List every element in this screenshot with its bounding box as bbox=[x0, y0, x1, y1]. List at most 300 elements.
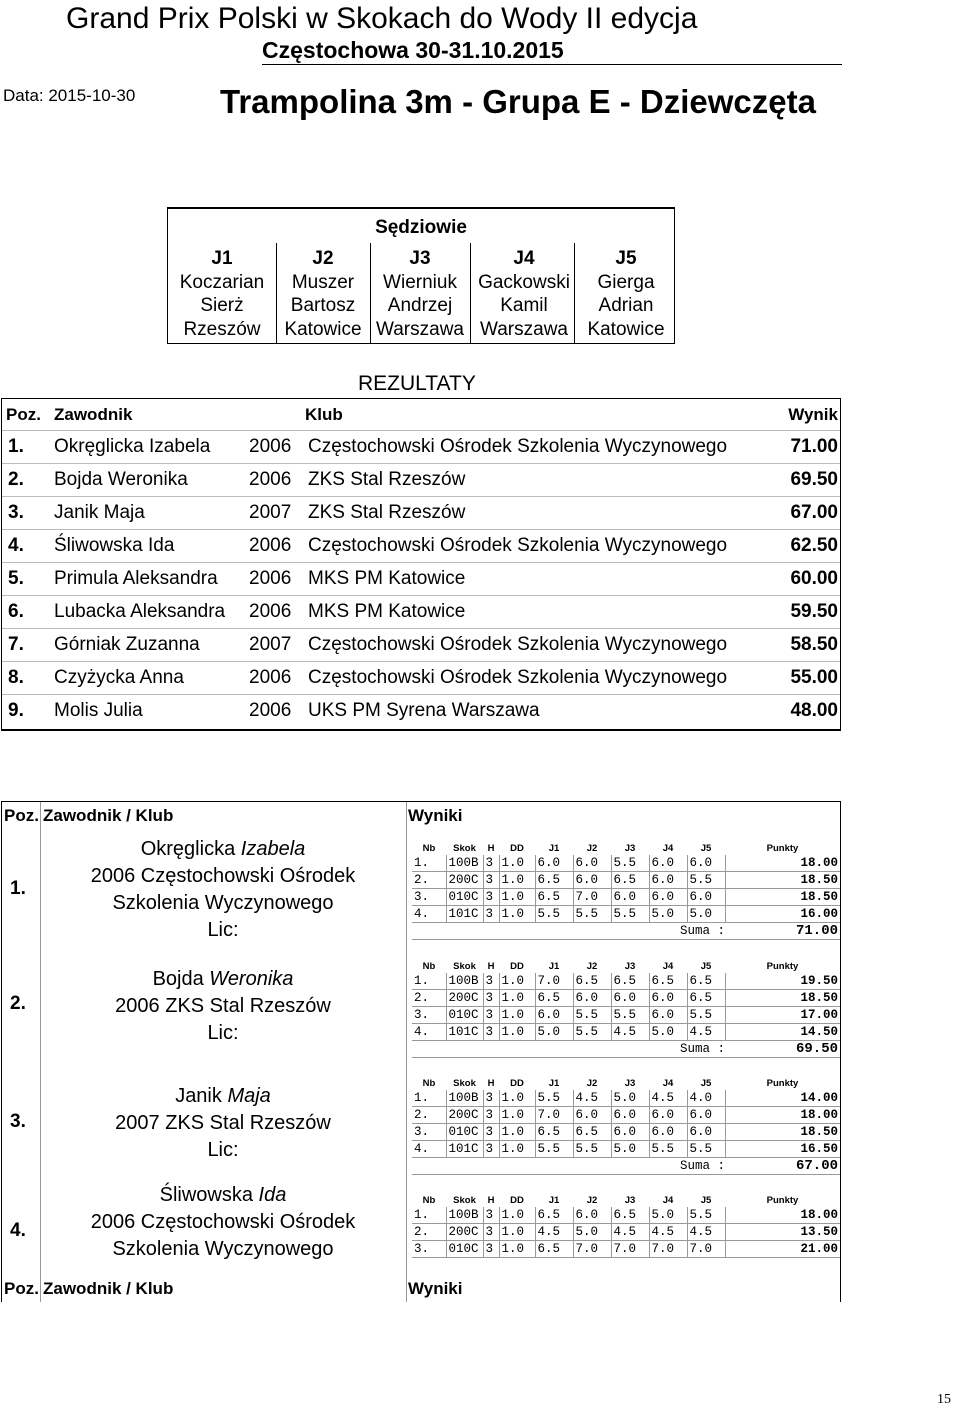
result-club: Częstochowski Ośrodek Szkolenia Wyczynowego bbox=[308, 535, 728, 556]
dive-nb: 1. bbox=[412, 855, 446, 872]
result-year: 2007 bbox=[249, 634, 292, 655]
dive-code: 200C bbox=[446, 1107, 483, 1124]
dive-j2: 6.5 bbox=[573, 1124, 611, 1141]
dive-j1: 5.5 bbox=[535, 1141, 573, 1158]
dive-row bbox=[412, 1107, 840, 1124]
dive-points: 18.00 bbox=[725, 1207, 840, 1224]
athlete-first-name: Ida bbox=[258, 1184, 287, 1206]
dive-row bbox=[412, 1224, 840, 1241]
dive-j5: 4.0 bbox=[687, 1090, 725, 1107]
detail-athlete bbox=[42, 1083, 404, 1164]
judge-last-name: Gierga bbox=[597, 271, 655, 293]
athlete-license: Lic: bbox=[207, 1139, 239, 1161]
sum-row bbox=[412, 1158, 840, 1175]
dive-dd: 1.0 bbox=[499, 1141, 535, 1158]
dive-j3: 4.5 bbox=[611, 1224, 649, 1241]
dive-j3: 6.5 bbox=[611, 973, 649, 990]
dive-nb: 4. bbox=[412, 1024, 446, 1041]
dive-row bbox=[412, 973, 840, 990]
dive-j1: 5.5 bbox=[535, 1090, 573, 1107]
score-col-header: J1 bbox=[548, 842, 560, 854]
results-title: REZULTATY bbox=[358, 372, 476, 395]
dive-points: 19.50 bbox=[725, 973, 840, 990]
date-label: Data: 2015-10-30 bbox=[3, 86, 136, 105]
sum-value: 69.50 bbox=[725, 1041, 840, 1058]
judge-last-name: Wierniuk bbox=[383, 271, 457, 293]
dive-height: 3 bbox=[483, 990, 499, 1007]
result-club: Częstochowski Ośrodek Szkolenia Wyczynowego bbox=[308, 667, 728, 688]
result-club: ZKS Stal Rzeszów bbox=[308, 502, 466, 523]
score-col-header: J5 bbox=[700, 1194, 712, 1206]
detail-header-athlete-club: Zawodnik / Klub bbox=[43, 806, 174, 825]
page-number: 15 bbox=[937, 1392, 951, 1407]
dive-j3: 4.5 bbox=[611, 1024, 649, 1041]
dive-row bbox=[412, 1241, 840, 1258]
judges-divider bbox=[574, 243, 575, 343]
dive-j2: 6.5 bbox=[573, 973, 611, 990]
detail-table bbox=[1, 801, 841, 1302]
athlete-last-name: Śliwowska bbox=[159, 1184, 253, 1206]
dive-points: 18.50 bbox=[725, 1124, 840, 1141]
dive-j1: 6.5 bbox=[535, 889, 573, 906]
location-dates: Częstochowa 30-31.10.2015 bbox=[262, 37, 564, 63]
dive-j5: 5.5 bbox=[687, 1207, 725, 1224]
judge-id: J5 bbox=[615, 248, 637, 269]
dive-j2: 6.0 bbox=[573, 990, 611, 1007]
score-col-header: H bbox=[487, 842, 495, 854]
column-divider bbox=[40, 802, 41, 1302]
dive-j1: 6.5 bbox=[535, 1241, 573, 1258]
detail-athlete bbox=[42, 966, 404, 1047]
header-club: Klub bbox=[305, 405, 343, 424]
detail-pos: 2. bbox=[10, 993, 26, 1014]
score-col-header: J1 bbox=[548, 960, 560, 972]
dive-height: 3 bbox=[483, 1241, 499, 1258]
dive-points: 18.00 bbox=[725, 855, 840, 872]
dive-j1: 5.5 bbox=[535, 906, 573, 923]
dive-row bbox=[412, 1207, 840, 1224]
result-name: Janik Maja bbox=[54, 502, 145, 523]
result-row bbox=[2, 463, 840, 497]
dive-dd: 1.0 bbox=[499, 1124, 535, 1141]
dive-j3: 5.5 bbox=[611, 906, 649, 923]
dive-dd: 1.0 bbox=[499, 1241, 535, 1258]
dive-nb: 3. bbox=[412, 1007, 446, 1024]
dive-j5: 4.5 bbox=[687, 1024, 725, 1041]
dive-dd: 1.0 bbox=[499, 990, 535, 1007]
dive-j3: 5.0 bbox=[611, 1090, 649, 1107]
dive-code: 100B bbox=[446, 1207, 483, 1224]
judges-divider bbox=[470, 243, 471, 343]
dive-nb: 1. bbox=[412, 1207, 446, 1224]
dive-j5: 7.0 bbox=[687, 1241, 725, 1258]
athlete-first-name: Izabela bbox=[240, 838, 306, 860]
dive-row bbox=[412, 1007, 840, 1024]
dive-j2: 6.0 bbox=[573, 872, 611, 889]
result-score: 59.50 bbox=[790, 601, 838, 622]
dive-j1: 4.5 bbox=[535, 1224, 573, 1241]
judge-last-name: Gackowski bbox=[478, 271, 570, 293]
result-pos: 7. bbox=[8, 634, 24, 655]
dive-j2: 5.5 bbox=[573, 1024, 611, 1041]
score-col-header: Nb bbox=[422, 1194, 436, 1206]
result-club: MKS PM Katowice bbox=[308, 568, 466, 589]
judge-4 bbox=[474, 247, 574, 341]
result-name: Molis Julia bbox=[54, 700, 143, 721]
dive-j5: 4.5 bbox=[687, 1224, 725, 1241]
judge-city: Katowice bbox=[284, 318, 362, 340]
dive-j5: 6.0 bbox=[687, 1124, 725, 1141]
result-row bbox=[2, 430, 840, 464]
dive-nb: 4. bbox=[412, 906, 446, 923]
dive-j5: 5.5 bbox=[687, 872, 725, 889]
detail-pos: 1. bbox=[10, 878, 26, 899]
score-col-header: Punkty bbox=[766, 1077, 799, 1089]
detail-pos: 3. bbox=[10, 1111, 26, 1132]
dive-j4: 5.0 bbox=[649, 1024, 687, 1041]
dive-points: 18.00 bbox=[725, 1107, 840, 1124]
dive-j2: 4.5 bbox=[573, 1090, 611, 1107]
dive-j4: 6.0 bbox=[649, 1007, 687, 1024]
sum-label: Suma : bbox=[412, 1041, 725, 1058]
dive-points: 16.50 bbox=[725, 1141, 840, 1158]
result-score: 67.00 bbox=[790, 502, 838, 523]
judges-title: Sędziowie bbox=[375, 217, 467, 238]
dive-height: 3 bbox=[483, 1124, 499, 1141]
dive-j3: 7.0 bbox=[611, 1241, 649, 1258]
dive-j5: 5.5 bbox=[687, 1141, 725, 1158]
result-year: 2006 bbox=[249, 469, 292, 490]
dive-nb: 3. bbox=[412, 1241, 446, 1258]
dive-height: 3 bbox=[483, 1024, 499, 1041]
dive-height: 3 bbox=[483, 1090, 499, 1107]
dive-j2: 5.5 bbox=[573, 1007, 611, 1024]
dive-row bbox=[412, 1141, 840, 1158]
result-year: 2006 bbox=[249, 568, 292, 589]
dive-points: 16.00 bbox=[725, 906, 840, 923]
result-pos: 6. bbox=[8, 601, 24, 622]
dive-points: 21.00 bbox=[725, 1241, 840, 1258]
athlete-license: Lic: bbox=[207, 919, 239, 941]
dive-j5: 5.0 bbox=[687, 906, 725, 923]
event-title: Grand Prix Polski w Skokach do Wody II edycja bbox=[66, 2, 698, 35]
detail-footer-pos: Poz. bbox=[4, 1279, 39, 1298]
result-name: Okręglicka Izabela bbox=[54, 436, 211, 457]
result-year: 2006 bbox=[249, 436, 292, 457]
result-score: 69.50 bbox=[790, 469, 838, 490]
judge-2 bbox=[273, 247, 373, 341]
dive-row bbox=[412, 1024, 840, 1041]
dive-j3: 6.0 bbox=[611, 990, 649, 1007]
dive-score-table bbox=[412, 959, 840, 1058]
judge-id: J3 bbox=[409, 248, 431, 269]
dive-j4: 5.5 bbox=[649, 1141, 687, 1158]
dive-nb: 3. bbox=[412, 889, 446, 906]
dive-j4: 5.0 bbox=[649, 906, 687, 923]
athlete-license: Lic: bbox=[207, 1022, 239, 1044]
judge-first-name: Kamil bbox=[500, 295, 548, 316]
score-col-header: Nb bbox=[422, 960, 436, 972]
result-pos: 5. bbox=[8, 568, 24, 589]
dive-row bbox=[412, 990, 840, 1007]
result-year: 2006 bbox=[249, 601, 292, 622]
dive-row bbox=[412, 1090, 840, 1107]
result-pos: 1. bbox=[8, 436, 24, 457]
dive-j4: 4.5 bbox=[649, 1224, 687, 1241]
dive-code: 200C bbox=[446, 872, 483, 889]
judge-first-name: Adrian bbox=[598, 295, 654, 316]
score-col-header: Punkty bbox=[766, 1194, 799, 1206]
judge-last-name: Muszer bbox=[291, 271, 355, 293]
dive-code: 100B bbox=[446, 855, 483, 872]
judge-5 bbox=[576, 247, 676, 341]
dive-j4: 4.5 bbox=[649, 1090, 687, 1107]
judge-id: J1 bbox=[211, 248, 233, 269]
score-col-header: J4 bbox=[662, 842, 674, 854]
detail-footer-athlete-club: Zawodnik / Klub bbox=[43, 1279, 174, 1298]
dive-j3: 6.0 bbox=[611, 889, 649, 906]
result-name: Czyżycka Anna bbox=[54, 667, 184, 688]
result-row bbox=[2, 661, 840, 695]
dive-dd: 1.0 bbox=[499, 1024, 535, 1041]
dive-code: 200C bbox=[446, 990, 483, 1007]
detail-pos: 4. bbox=[10, 1220, 26, 1241]
score-col-header: Skok bbox=[453, 842, 476, 854]
judge-first-name: Sierż bbox=[200, 295, 244, 316]
dive-nb: 1. bbox=[412, 973, 446, 990]
dive-points: 18.50 bbox=[725, 889, 840, 906]
score-header-row bbox=[412, 1193, 840, 1207]
judge-first-name: Andrzej bbox=[387, 295, 453, 316]
dive-nb: 1. bbox=[412, 1090, 446, 1107]
result-name: Primula Aleksandra bbox=[54, 568, 218, 589]
dive-j4: 6.0 bbox=[649, 872, 687, 889]
judge-city: Rzeszów bbox=[183, 318, 261, 340]
dive-dd: 1.0 bbox=[499, 1224, 535, 1241]
dive-nb: 4. bbox=[412, 1141, 446, 1158]
detail-athlete bbox=[42, 836, 404, 944]
dive-j1: 7.0 bbox=[535, 973, 573, 990]
result-name: Górniak Zuzanna bbox=[54, 634, 200, 655]
score-col-header: J2 bbox=[586, 960, 598, 972]
dive-j2: 7.0 bbox=[573, 889, 611, 906]
result-club: Częstochowski Ośrodek Szkolenia Wyczynowego bbox=[308, 634, 728, 655]
score-col-header: J5 bbox=[700, 1077, 712, 1089]
dive-row bbox=[412, 1124, 840, 1141]
dive-j5: 6.5 bbox=[687, 990, 725, 1007]
dive-j2: 5.0 bbox=[573, 1224, 611, 1241]
column-divider bbox=[406, 802, 407, 1302]
header-score: Wynik bbox=[788, 405, 838, 424]
dive-code: 010C bbox=[446, 1007, 483, 1024]
dive-row bbox=[412, 906, 840, 923]
dive-j1: 6.5 bbox=[535, 872, 573, 889]
dive-code: 200C bbox=[446, 1224, 483, 1241]
score-col-header: J2 bbox=[586, 1194, 598, 1206]
athlete-last-name: Bojda bbox=[152, 968, 204, 990]
competition-title: Trampolina 3m - Grupa E - Dziewczęta bbox=[220, 83, 816, 120]
score-header-row bbox=[412, 959, 840, 973]
dive-j5: 5.5 bbox=[687, 1007, 725, 1024]
dive-j3: 6.5 bbox=[611, 872, 649, 889]
sum-label: Suma : bbox=[412, 1158, 725, 1175]
dive-row bbox=[412, 855, 840, 872]
dive-nb: 2. bbox=[412, 872, 446, 889]
dive-j4: 7.0 bbox=[649, 1241, 687, 1258]
dive-j1: 5.0 bbox=[535, 1024, 573, 1041]
dive-dd: 1.0 bbox=[499, 973, 535, 990]
dive-dd: 1.0 bbox=[499, 1207, 535, 1224]
result-row bbox=[2, 595, 840, 629]
judges-panel bbox=[167, 207, 675, 344]
judge-city: Katowice bbox=[587, 318, 665, 340]
result-club: MKS PM Katowice bbox=[308, 601, 466, 622]
dive-row bbox=[412, 889, 840, 906]
score-header-row bbox=[412, 841, 840, 855]
score-col-header: Skok bbox=[453, 1077, 476, 1089]
athlete-club-line: Szkolenia Wyczynowego bbox=[112, 1238, 334, 1260]
result-club: Częstochowski Ośrodek Szkolenia Wyczynowego bbox=[308, 436, 728, 457]
athlete-first-name: Maja bbox=[227, 1085, 271, 1107]
dive-dd: 1.0 bbox=[499, 872, 535, 889]
dive-points: 14.00 bbox=[725, 1090, 840, 1107]
score-col-header: DD bbox=[510, 1077, 524, 1089]
result-row bbox=[2, 628, 840, 662]
result-row bbox=[2, 496, 840, 530]
score-col-header: J2 bbox=[586, 842, 598, 854]
dive-nb: 2. bbox=[412, 990, 446, 1007]
score-col-header: DD bbox=[510, 960, 524, 972]
judge-first-name: Bartosz bbox=[290, 295, 356, 316]
judge-city: Warszawa bbox=[480, 318, 568, 340]
dive-height: 3 bbox=[483, 855, 499, 872]
dive-score-table bbox=[412, 1076, 840, 1175]
detail-header-pos: Poz. bbox=[4, 806, 39, 825]
dive-j2: 5.5 bbox=[573, 1141, 611, 1158]
detail-footer-results: Wyniki bbox=[408, 1279, 463, 1298]
dive-j4: 6.0 bbox=[649, 1124, 687, 1141]
dive-height: 3 bbox=[483, 973, 499, 990]
dive-code: 100B bbox=[446, 973, 483, 990]
result-pos: 3. bbox=[8, 502, 24, 523]
result-pos: 2. bbox=[8, 469, 24, 490]
dive-height: 3 bbox=[483, 1224, 499, 1241]
dive-j2: 5.5 bbox=[573, 906, 611, 923]
dive-height: 3 bbox=[483, 906, 499, 923]
score-col-header: J3 bbox=[624, 960, 636, 972]
result-year: 2006 bbox=[249, 667, 292, 688]
athlete-club-line: 2007 ZKS Stal Rzeszów bbox=[115, 1112, 331, 1134]
athlete-last-name: Okręglicka bbox=[140, 838, 236, 860]
score-col-header: J1 bbox=[548, 1077, 560, 1089]
sum-row bbox=[412, 923, 840, 940]
detail-athlete bbox=[42, 1182, 404, 1263]
result-score: 62.50 bbox=[790, 535, 838, 556]
dive-j5: 6.0 bbox=[687, 855, 725, 872]
score-col-header: H bbox=[487, 1077, 495, 1089]
result-pos: 4. bbox=[8, 535, 24, 556]
dive-height: 3 bbox=[483, 1141, 499, 1158]
dive-j1: 6.5 bbox=[535, 990, 573, 1007]
sum-value: 67.00 bbox=[725, 1158, 840, 1175]
dive-height: 3 bbox=[483, 1007, 499, 1024]
dive-j3: 6.0 bbox=[611, 1107, 649, 1124]
dive-score-table bbox=[412, 1193, 840, 1258]
result-name: Bojda Weronika bbox=[54, 469, 188, 490]
dive-j4: 5.0 bbox=[649, 1207, 687, 1224]
score-col-header: Skok bbox=[453, 1194, 476, 1206]
dive-j3: 6.5 bbox=[611, 1207, 649, 1224]
header-divider bbox=[262, 64, 842, 65]
result-score: 71.00 bbox=[790, 436, 838, 457]
dive-j4: 6.0 bbox=[649, 1107, 687, 1124]
score-col-header: J5 bbox=[700, 842, 712, 854]
judge-3 bbox=[370, 247, 470, 341]
dive-score-table bbox=[412, 841, 840, 940]
score-col-header: H bbox=[487, 960, 495, 972]
athlete-club-line: 2006 Częstochowski Ośrodek bbox=[90, 1211, 356, 1233]
dive-j3: 5.5 bbox=[611, 1007, 649, 1024]
score-col-header: Skok bbox=[453, 960, 476, 972]
dive-j4: 6.0 bbox=[649, 990, 687, 1007]
score-col-header: J2 bbox=[586, 1077, 598, 1089]
athlete-club-line: Szkolenia Wyczynowego bbox=[112, 892, 334, 914]
dive-height: 3 bbox=[483, 872, 499, 889]
score-col-header: Punkty bbox=[766, 960, 799, 972]
dive-j5: 6.0 bbox=[687, 889, 725, 906]
dive-code: 101C bbox=[446, 1024, 483, 1041]
dive-dd: 1.0 bbox=[499, 855, 535, 872]
judge-id: J2 bbox=[312, 248, 334, 269]
result-year: 2006 bbox=[249, 700, 292, 721]
dive-j1: 6.5 bbox=[535, 1207, 573, 1224]
sum-label: Suma : bbox=[412, 923, 725, 940]
dive-row bbox=[412, 872, 840, 889]
dive-code: 010C bbox=[446, 1241, 483, 1258]
result-row bbox=[2, 529, 840, 563]
dive-nb: 2. bbox=[412, 1224, 446, 1241]
dive-nb: 2. bbox=[412, 1107, 446, 1124]
dive-points: 18.50 bbox=[725, 872, 840, 889]
score-col-header: J4 bbox=[662, 1077, 674, 1089]
dive-height: 3 bbox=[483, 1107, 499, 1124]
score-col-header: J3 bbox=[624, 1194, 636, 1206]
dive-j4: 6.5 bbox=[649, 973, 687, 990]
sum-row bbox=[412, 1041, 840, 1058]
dive-points: 13.50 bbox=[725, 1224, 840, 1241]
athlete-first-name: Weronika bbox=[209, 968, 294, 990]
header-pos: Poz. bbox=[6, 405, 41, 424]
dive-points: 14.50 bbox=[725, 1024, 840, 1041]
dive-j1: 6.5 bbox=[535, 1124, 573, 1141]
score-col-header: Nb bbox=[422, 842, 436, 854]
score-col-header: DD bbox=[510, 1194, 524, 1206]
judge-id: J4 bbox=[513, 248, 535, 269]
dive-j1: 6.0 bbox=[535, 1007, 573, 1024]
dive-code: 101C bbox=[446, 1141, 483, 1158]
score-col-header: H bbox=[487, 1194, 495, 1206]
dive-points: 18.50 bbox=[725, 990, 840, 1007]
result-pos: 8. bbox=[8, 667, 24, 688]
dive-j5: 6.5 bbox=[687, 973, 725, 990]
dive-code: 100B bbox=[446, 1090, 483, 1107]
result-year: 2007 bbox=[249, 502, 292, 523]
score-col-header: J3 bbox=[624, 1077, 636, 1089]
dive-j2: 7.0 bbox=[573, 1241, 611, 1258]
dive-j2: 6.0 bbox=[573, 855, 611, 872]
result-score: 58.50 bbox=[790, 634, 838, 655]
score-col-header: J1 bbox=[548, 1194, 560, 1206]
